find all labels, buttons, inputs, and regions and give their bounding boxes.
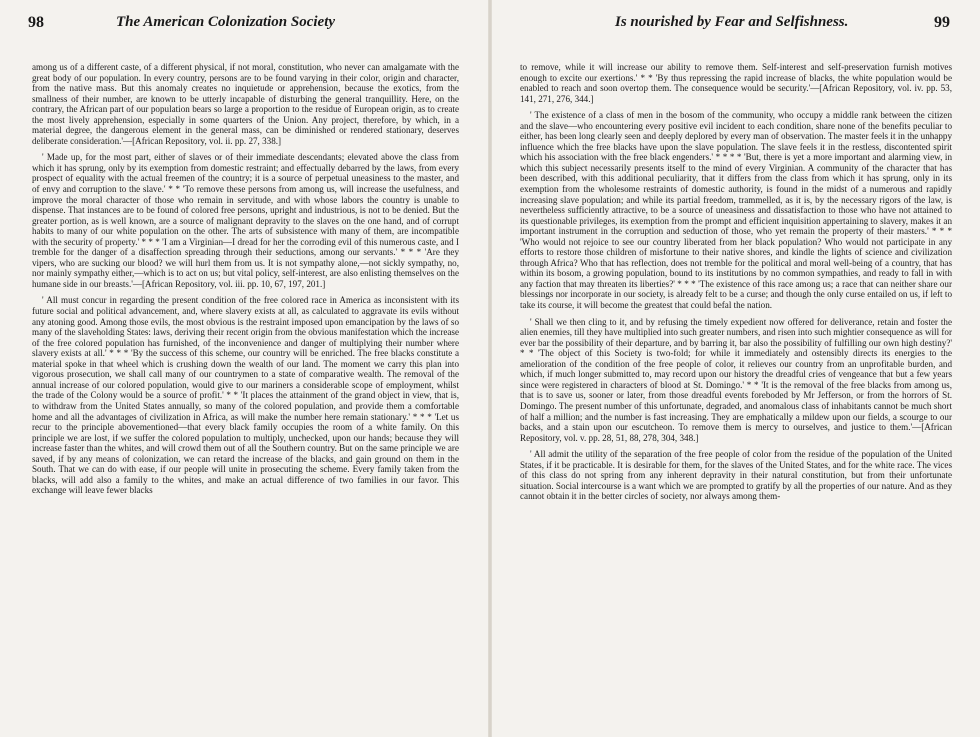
right-page [490,0,980,737]
left-page-header [28,6,458,46]
right-paragraph-1: to remove, while it will increase our ability to remove them. Self-interest and self-preservation furnish motives enough to excite our exertions.' * * 'By thus repressing the rapid increase of blacks, the white population would be enabled to reach and soon overtop them. The consequence would be security.'—[African Repository, vol. iv. pp. 53, 141, 271, 276, 344.] [520,62,952,104]
left-paragraph-3: ' All must concur in regarding the present condition of the free colored race in America as inconsistent with its future social and political advancement, and, where slavery exists at all, as calculated to aggravate its evils without any atoning good. Among those evils, the most obvious is the restraint imposed upon emancipation by the laws of so many of the slaveholding States: laws, deriving their recent origin from the obvious manifestation which the increase of the free colored population has furnished, of the inconvenience and danger of multiplying their number where slavery exists at all.' * * * 'By the success of this scheme, our country will be enriched. The free blacks constitute a material spoke in that wheel which is crushing down the wealth of our land. The moment we carry this plan into vigorous prosecution, we shall call many of our countrymen to a state of comparative wealth. The removal of the annual increase of our colored population, would give to our mariners a considerable scope of employment, whilst the trade of the Colony would be a source of profit.' * * 'It places the attainment of the grand object in view, that is, to withdraw from the United States annually, so many of the colored population, and provide them a comfortable home and all the advantages of civilization in Africa, as will make the number here remain stationary.' * * * 'Let us recur to the principle abovementioned—that every black family occupies the room of a white family. On this principle we are lost, if we suffer the colored population to multiply, unchecked, upon our hands; because they will increase faster than the whites, and will crowd them out of all the Southern country. But on the same principle we are saved, if by any means of colonization, we can retard the increase of the blacks, and gain ground on them in the South. That we can do with ease, if our people will unite in prosecuting the scheme. Every family taken from the blacks, will add also a family to the whites, and make an actual difference of two families in our favor. This exchange will leave fewer blacks [32,295,459,496]
right-page-header [520,6,950,46]
right-page-number: 99 [934,14,950,31]
left-running-head: The American Colonization Society [116,14,336,30]
right-paragraph-2: ' The existence of a class of men in the bosom of the community, who occupy a middle rank between the citizen and the slave—who encountering every positive evil incident to each condition, share none of the benefits peculiar to either, has been long clearly seen and deeply deplored by every man of observation. The master feels it in the unhappy influence which the free blacks have upon the slave population. The slave feels it in the restless, discontented spirit which his association with the free black engenders.' * * * * 'But, there is yet a more important and alarming view, in which this subject necessarily presents itself to the mind of every Virginian. A community of the character that has been described, with this additional peculiarity, that it differs from the class from which it has sprung, only in its exemption from the wholesome restraints of domestic authority, is found in the midst of a numerous and rapidly increasing slave population; and while its partial freedom, trammelled, as it is, by the necessary rigors of the law, is nevertheless sufficiently attractive, to be a source of uneasiness and dissatisfaction to those who have not attained to its questionable privileges, its exemption from the prompt and efficient inquisition appertaining to slavery, makes it an important instrument in the corruption and seduction of those, who yet remain the property of their masters.' * * * 'Who would not rejoice to see our country liberated from her black population? Who would not participate in any efforts to restore those children of misfortune to their native shores, and kindle the lights of science and civilization through Africa? Who that has reflection, does not tremble for the political and moral well-being of a country, that has within its bosom, a growing population, bound to its institutions by no common sympathies, and ready to fall in with any faction that may threaten its liberties?' * * * 'The existence of this race among us; a race that can neither share our blessings nor incorporate in our society, is already felt to be a curse; and though the only curse entailed on us, if left to take its course, it will become the greatest that could befal the nation. [520,110,952,311]
right-running-head: Is nourished by Fear and Selfishness. [615,14,849,30]
left-page-body [32,62,459,502]
left-paragraph-2: ' Made up, for the most part, either of slaves or of their immediate descendants; elevated above the class from which it has sprung, only by its exemption from domestic restraint; and effectually debarred by the laws, from every prospect of equality with the actual freemen of the country; it is a source of perpetual uneasiness to the master, and of envy and corruption to the slave.' * * 'To remove these persons from among us, will increase the usefulness, and improve the moral character of those who remain in servitude, and with whose labors the country is unable to dispense. That instances are to be found of colored free persons, upright and industrious, is not to be denied. But the greater portion, as is well known, are a source of malignant depravity to the slaves on the one hand, and of corrupt habits to many of our white population on the other. The arts of subsistence with many of them, are incompatible with the security of property.' * * * 'I am a Virginian—I dread for her the corroding evil of this numerous caste, and I tremble for the danger of a disaffection spreading through their seductions, among our servants.' * * * 'Are they vipers, who are sucking our blood? we will hurl them from us. It is not sympathy alone,—not sickly sympathy, no, nor mainly sympathy either,—which is to act on us; but vital policy, self-interest, are also enlisting themselves on the humane side in our breasts.'—[African Repository, vol. iii. pp. 10, 67, 197, 201.] [32,152,459,289]
right-paragraph-4: ' All admit the utility of the separation of the free people of color from the residue of the population of the United States, if it be practicable. It is desirable for them, for the slaves of the United States, and for the white race. The vices of this class do not spring from any inherent depravity in their natural constitution, but from their unfortunate situation. Social intercourse is a want which we are prompted to gratify by all the properties of our nature. And as they cannot obtain it in the better circles of society, nor always among them- [520,449,952,502]
right-page-body [520,62,952,508]
right-paragraph-3: ' Shall we then cling to it, and by refusing the timely expedient now offered for deliverance, retain and foster the alien enemies, till they have multiplied into such greater numbers, and risen into such mightier consequence as will for ever bar the possibility of their departure, and by barring it, bar also the possibility of fulfilling our own high destiny?' * * 'The object of this Society is two-fold; for while it immediately and ostensibly directs its energies to the amelioration of the condition of the free people of color, it relieves our country from an unprofitable burden, and which, if much longer submitted to, may record upon our history the dreadful cries of vengeance that but a few years since were registered in characters of blood at St. Domingo.' * * 'It is the removal of the free blacks from among us, that is to save us, sooner or later, from those dreadful events foreboded by Mr Jefferson, or from the horrors of St. Domingo. The present number of this unfortunate, degraded, and anomalous class of inhabitants cannot be much short of half a million; and the number is fast increasing. They are emphatically a mildew upon our fields, a scourge to our backs, and a stain upon our escutcheon. To remove them is mercy to ourselves, and justice to them.'—[African Repository, vol. v. pp. 28, 51, 88, 278, 304, 348.] [520,316,952,443]
left-paragraph-1: among us of a different caste, of a different physical, if not moral, constitution, who never can amalgamate with the great body of our population. In every country, persons are to be found varying in their color, origin and character, from the native mass. But this anomaly creates no inquietude or apprehension, because the exotics, from the smallness of their number, are known to be utterly incapable of disturbing the general tranquillity. Here, on the contrary, the African part of our population bears so large a proportion to the residue of European origin, as to create the most lively apprehension, especially in some quarters of the Union. Any project, therefore, by which, in a material degree, the dangerous element in the general mass, can be diminished or rendered stationary, deserves deliberate consideration.'—[African Repository, vol. ii. pp. 27, 338.] [32,62,459,146]
left-page-number: 98 [28,14,44,31]
